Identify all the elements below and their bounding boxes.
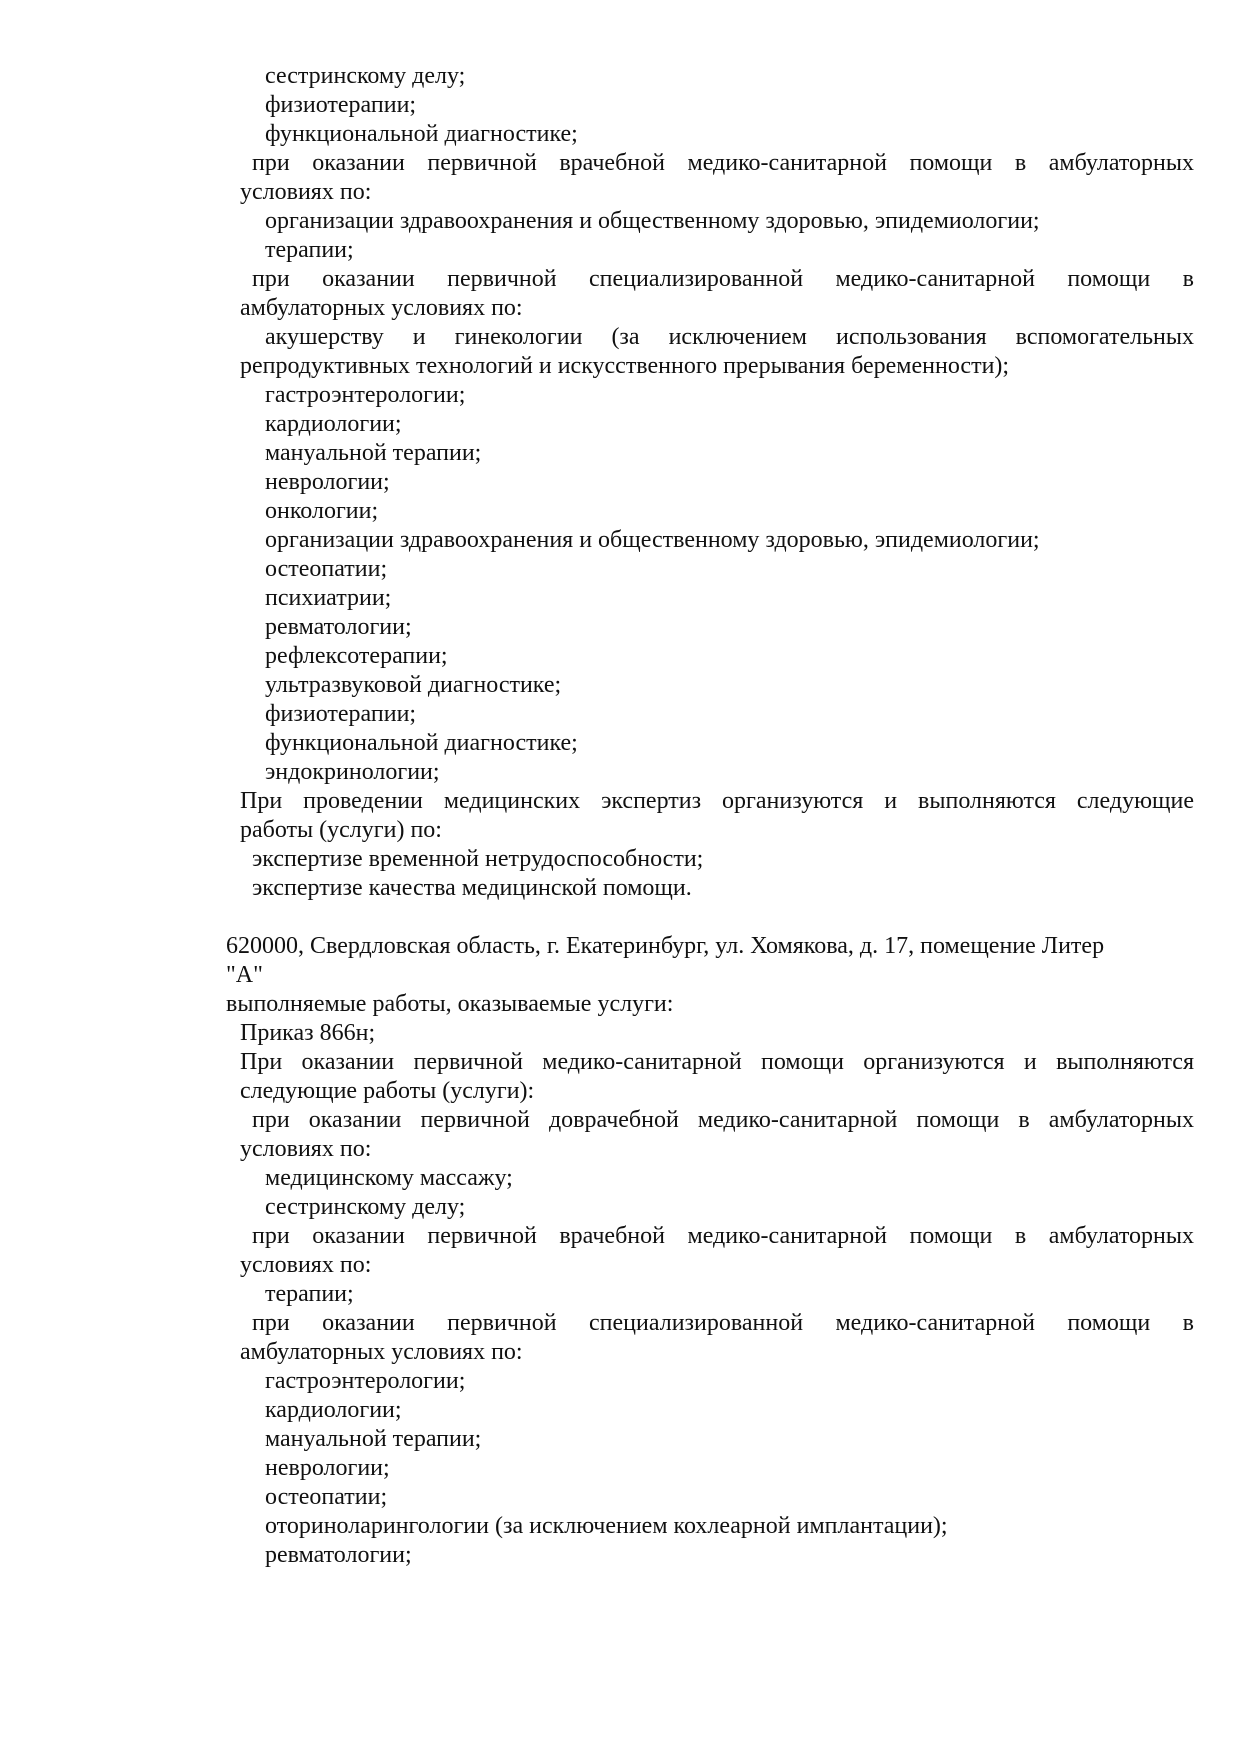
text-line-sub: экспертизе временной нетрудоспособности; [252, 846, 704, 872]
text-line-para: Приказ 866н; [240, 1020, 376, 1046]
text-line-para: При проведении медицинских экспертиз организуются и выполняются следующие [240, 788, 1194, 814]
text-line-item: медицинскому массажу; [265, 1165, 513, 1191]
text-line-cont: условиях по: [240, 179, 372, 205]
text-line-item: оториноларингологии (за исключением кохлеарной имплантации); [265, 1513, 948, 1539]
text-line-plain: "А" [226, 962, 263, 988]
text-line-cont: работы (услуги) по: [240, 817, 442, 843]
text-line-cont: следующие работы (услуги): [240, 1078, 535, 1104]
text-line-item: гастроэнтерологии; [265, 382, 466, 408]
text-line-item: ревматологии; [265, 614, 412, 640]
text-line-item: организации здравоохранения и общественному здоровью, эпидемиологии; [265, 208, 1040, 234]
document-page [0, 62, 1241, 1570]
text-line-item: акушерству и гинекологии (за исключением использования вспомогательных [265, 324, 1194, 350]
text-line-item: терапии; [265, 1281, 354, 1307]
text-line-item: остеопатии; [265, 556, 388, 582]
text-line-cont: условиях по: [240, 1136, 372, 1162]
text-line-cont: репродуктивных технологий и искусственного прерывания беременности); [240, 353, 1010, 379]
text-line-item: физиотерапии; [265, 92, 417, 118]
text-line-cont: условиях по: [240, 1252, 372, 1278]
text-line-sub: при оказании первичной специализированной медико-санитарной помощи в [252, 1310, 1194, 1336]
text-line-item: сестринскому делу; [265, 63, 466, 89]
text-line-item: терапии; [265, 237, 354, 263]
text-line-sub: при оказании первичной врачебной медико-санитарной помощи в амбулаторных [252, 150, 1194, 176]
text-line-sub: при оказании первичной врачебной медико-санитарной помощи в амбулаторных [252, 1223, 1194, 1249]
text-line-item: гастроэнтерологии; [265, 1368, 466, 1394]
text-line-item: функциональной диагностике; [265, 730, 578, 756]
text-line-item: неврологии; [265, 469, 390, 495]
text-line-item: ревматологии; [265, 1542, 412, 1568]
text-line-item: физиотерапии; [265, 701, 417, 727]
text-line-cont: амбулаторных условиях по: [240, 295, 523, 321]
text-line-item: эндокринологии; [265, 759, 440, 785]
text-line-item: кардиологии; [265, 1397, 402, 1423]
text-line-item: психиатрии; [265, 585, 392, 611]
text-line-item: неврологии; [265, 1455, 390, 1481]
blank-line [0, 903, 1241, 932]
text-line-item: кардиологии; [265, 411, 402, 437]
text-line-item: организации здравоохранения и общественному здоровью, эпидемиологии; [265, 527, 1040, 553]
text-line-item: функциональной диагностике; [265, 121, 578, 147]
text-line-sub: экспертизе качества медицинской помощи. [252, 875, 692, 901]
text-line-item: мануальной терапии; [265, 1426, 482, 1452]
text-line-item: рефлексотерапии; [265, 643, 448, 669]
text-line-sub: при оказании первичной доврачебной медико-санитарной помощи в амбулаторных [252, 1107, 1194, 1133]
text-line-item: остеопатии; [265, 1484, 388, 1510]
address-line: 620000, Свердловская область, г. Екатеринбург, ул. Хомякова, д. 17, помещение Литер [226, 933, 1105, 959]
text-line-item: ультразвуковой диагностике; [265, 672, 562, 698]
text-line-plain: выполняемые работы, оказываемые услуги: [226, 991, 674, 1017]
text-line-para: При оказании первичной медико-санитарной помощи организуются и выполняются [240, 1049, 1194, 1075]
text-line-item: сестринскому делу; [265, 1194, 466, 1220]
text-line-cont: амбулаторных условиях по: [240, 1339, 523, 1365]
text-line-sub: при оказании первичной специализированной медико-санитарной помощи в [252, 266, 1194, 292]
text-line-item: мануальной терапии; [265, 440, 482, 466]
text-line-item: онкологии; [265, 498, 379, 524]
